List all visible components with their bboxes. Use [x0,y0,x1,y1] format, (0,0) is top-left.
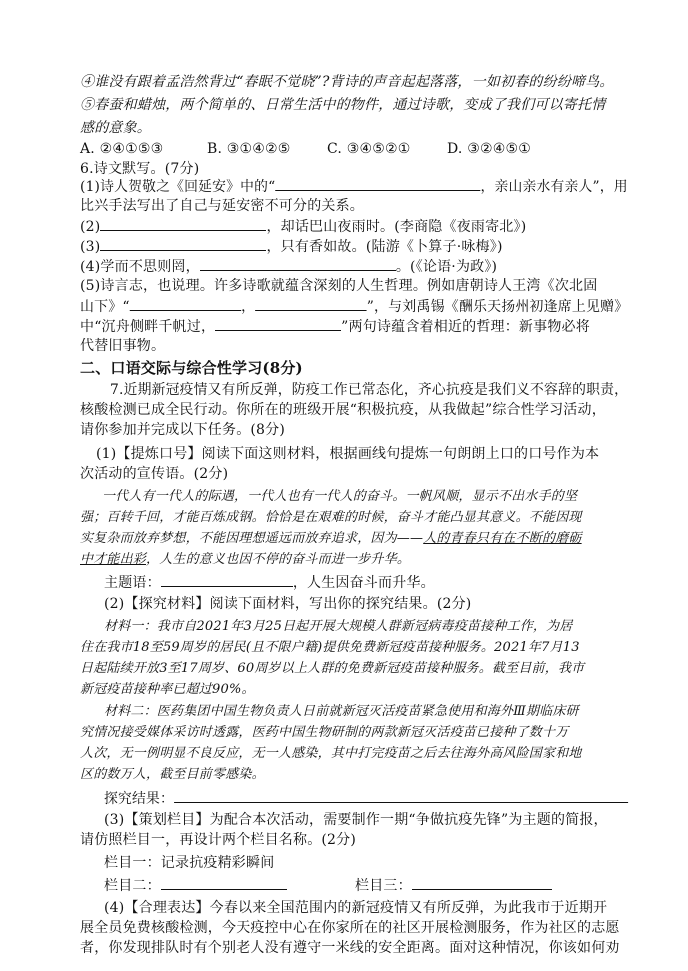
q6-item1 [80,176,628,197]
answer-blank[interactable] [130,296,241,311]
q6-item5-text-e: 中“沉舟侧畔千帆过， [80,319,216,335]
q7-part1-cont: 次活动的宣传语。(2分) [80,466,229,482]
q5-option-5-cont: 感的意象。 [80,120,151,136]
material-a-line3: 日起陆续开放3至17周岁、60周岁以上人群的免费新冠疫苗接种服务。截至目前，我市 [80,661,585,676]
q7-intro: 7.近期新冠疫情又有所反弹，防疫工作已常态化，齐心抗疫是我们义不容辞的职责， [110,382,629,398]
q6-item5-text-c: ， [241,299,256,315]
q7-part3: (3)【策划栏目】为配合本次活动，需要制作一期“争做抗疫先锋”为主题的简报， [104,812,608,828]
answer-blank[interactable] [275,176,480,191]
q7-intro-line3: 请你参加并完成以下任务。(8分) [80,422,286,438]
q6-item1-text-a: (1)诗人贺敬之《回延安》中的“ [80,179,276,195]
q6-item5-text-d: ”，与刘禹锡《酬乐天扬州初逢席上见赠》 [366,299,629,315]
answer-blank[interactable] [200,256,396,271]
q7-part1: (1)【提炼口号】阅读下面这则材料，根据画线句提炼一句朗朗上口的口号作为本 [96,446,600,462]
result-label: 探究结果： [104,791,175,807]
column-3-answer-blank[interactable] [412,875,552,890]
column-3-line [355,875,552,896]
material-1-line2: 强；百转千回，才能百炼成钢。恰恰是在艰难的时候，奋斗才能凸显其意义。不能因现 [80,510,582,525]
q7-part2: (2)【探究材料】阅读下面材料，写出你的探究结果。(2分) [104,596,472,612]
material-1-text: 实复杂而放弃梦想，不能因理想遥远而放弃追求，因为—— [80,531,424,546]
material-1-line1: 一代人有一代人的际遇，一代人也有一代人的奋斗。一帆风顺，显示不出水手的坚 [102,489,578,504]
q6-item1-cont: 比兴手法写出了自己与延安密不可分的关系。 [80,198,364,214]
material-1-line4 [80,550,410,570]
q6-item3-text-a: (3) [80,239,101,255]
material-b-line3: 人次，无一例明显不良反应，无一人感染，其中打完疫苗之后去往海外高风险国家和地 [80,746,582,761]
material-a-line1: 材料一：我市自2021年3月25日起开展大规模人群新冠病毒疫苗接种工作，为居 [104,619,573,634]
section-2-heading: 二、口语交际与综合性学习(8分) [80,359,303,377]
q6-item3 [80,236,503,257]
column-2-label: 栏目二： [104,878,161,894]
q5-choice-b: B. ③①④②⑤ [207,141,291,157]
q6-item3-text-b: ，只有香如故。(陆游《卜算子·咏梅》) [266,239,503,255]
q6-item2 [80,216,526,237]
q7-part3-cont: 请仿照栏目一，再设计两个栏目名称。(2分) [80,832,357,848]
underlined-sentence: 人的青春只有在不断的磨砺 [423,531,582,546]
q6-item5: (5)诗言志，也说理。许多诗歌就蕴含深刻的人生哲理。例如唐朝诗人王湾《次北固 [80,278,598,294]
theme-slogan-line [104,572,435,593]
q7-intro-line2: 核酸检测已成全民行动。你所在的班级开展“积极抗疫，从我做起”综合性学习活动， [80,402,606,418]
material-a-line4: 新冠疫苗接种率已超过90%。 [80,682,255,697]
answer-blank[interactable] [215,316,341,331]
q6-item2-text-b: ，却话巴山夜雨时。(李商隐《夜雨寄北》) [266,219,527,235]
underlined-sentence-end: 中才能出彩 [80,552,147,567]
q6-item4 [80,256,497,277]
q7-part4-line3: 者，你发现排队时有个别老人没有遵守一米线的安全距离。面对这种情况，你该如何劝 [80,940,620,956]
q6-item4-text-b: 。(《论语·为政》) [395,259,498,275]
slogan-answer-blank[interactable] [161,572,293,587]
q6-item2-text-a: (2) [80,219,101,235]
q6-item1-text-b: ，亲山亲水有亲人”，用 [480,179,628,195]
q6-heading: 6.诗文默写。(7分) [80,161,200,177]
theme-label: 主题语： [104,575,161,591]
answer-blank[interactable] [255,296,366,311]
column-1: 栏目一：记录抗疫精彩瞬间 [104,855,275,871]
q5-choice-a: A. ②④①⑤③ [80,141,164,157]
material-1-text-end: ，人生的意义也因不停的奋斗而进一步升华。 [146,552,411,567]
q5-choice-c: C. ③④⑤②① [327,141,411,157]
q5-option-4: ④谁没有跟着孟浩然背过“春眠不觉晓”?背诗的声音起起落落，一如初春的纷纷啼鸟。 [80,74,614,90]
q5-choice-d: D. ③②④⑤① [447,141,531,157]
q6-item5-line4: 代替旧事物。 [80,338,166,354]
result-line [104,788,628,809]
material-b-line4: 区的数万人，截至目前零感染。 [80,767,265,782]
q6-item5-line3 [80,316,590,337]
column-2-answer-blank[interactable] [161,875,287,890]
q6-item4-text-a: (4)学而不思则罔， [80,259,200,275]
q6-item5-text-f: ”两句诗蕴含着相近的哲理：新事物必将 [341,319,590,335]
column-2-line [104,875,287,896]
q6-item5-text-b: 山下》“ [80,299,130,315]
q7-part4-line2: 展全员免费核酸检测，今天疫控中心在你家所在的社区开展检测服务，作为社区的志愿 [80,920,620,936]
q5-option-5: ⑤春蚕和蜡烛，两个简单的、日常生活中的物件，通过诗歌，变成了我们可以寄托情 [80,97,606,113]
material-b-line1: 材料二：医药集团中国生物负责人日前就新冠灭活疫苗紧急使用和海外Ⅲ期临床研 [104,704,579,719]
material-a-line2: 住在我市18至59周岁的居民(且不限户籍)提供免费新冠疫苗接种服务。2021年7月13 [80,640,580,655]
result-answer-blank[interactable] [174,788,628,803]
material-b-line2: 究情况接受媒体采访时透露，医药中国生物研制的两款新冠灭活疫苗已接种了数十万 [80,725,569,740]
answer-blank[interactable] [100,236,266,251]
q6-item5-line2 [80,296,628,317]
theme-text: ，人生因奋斗而升华。 [292,575,435,591]
column-3-label: 栏目三： [355,878,412,894]
answer-blank[interactable] [100,216,266,231]
material-1-line3 [80,529,582,549]
q7-part4: (4)【合理表达】今春以来全国范围内的新冠疫情又有所反弹，为此我市于近期开 [104,900,608,916]
